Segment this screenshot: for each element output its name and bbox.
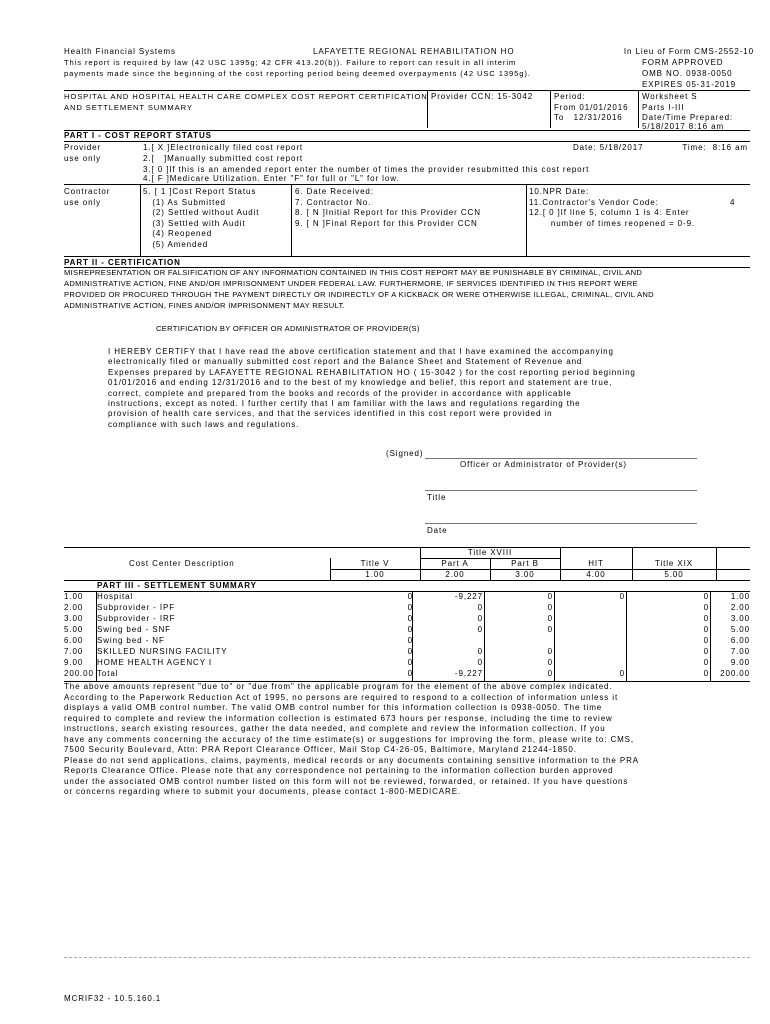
- table-divider: [96, 591, 97, 681]
- column-header: Title XIX: [654, 559, 694, 568]
- row-value: 0: [547, 658, 553, 667]
- row-line-number-right: 200.00: [720, 669, 750, 678]
- rule: [64, 184, 750, 185]
- divider: [526, 184, 527, 256]
- software-version: MCRIF32 - 10.5.160.1: [64, 994, 162, 1003]
- row-value: 0: [703, 614, 709, 623]
- table-divider: [420, 547, 421, 580]
- worksheet: Worksheet S: [642, 92, 698, 101]
- divider: [140, 184, 141, 256]
- contractor-field: 9. [ N ]Final Report for this Provider CCN: [295, 218, 478, 228]
- title-xviii-header: Title XVIII: [467, 548, 513, 557]
- row-line-number: 200.00: [64, 669, 94, 678]
- row-value: 0: [703, 625, 709, 634]
- notice-line: The above amounts represent "due to" or "due from" the applicable program for the element of the above complex indicated.: [64, 682, 613, 691]
- falsification-warning: [64, 268, 654, 312]
- signature-line: [425, 458, 697, 459]
- date-prepared: 5/18/2017 8:16 am: [642, 122, 725, 131]
- certification-line: instructions, except as noted. I further certify that I am familiar with the laws and regulations regarding the: [108, 398, 581, 408]
- row-value: 0: [407, 603, 413, 612]
- row-value: 0: [407, 669, 413, 678]
- omb-number: OMB NO. 0938-0050: [642, 69, 733, 78]
- row-value: 0: [407, 614, 413, 623]
- notice-line: instructions, search existing resources, gather the data needed, and complete and review the information collection. If you: [64, 724, 606, 733]
- status-option: (4) Reopened: [143, 229, 213, 238]
- certification-line: provision of health care services, and that the services identified in this cost report were provided in: [108, 409, 553, 419]
- row-value: 0: [477, 647, 483, 656]
- certification-line: Expenses prepared by LAFAYETTE REGIONAL REHABILITATION HO ( 15-3042 ) for the cost reporting period beginning: [108, 367, 636, 377]
- row-value: 0: [407, 625, 413, 634]
- row-value: 0: [477, 603, 483, 612]
- column-number: 1.00: [365, 570, 385, 579]
- notice-line: under the associated OMB control number listed on this form will not be reviewed, forwarded, or retained. If you have questions: [64, 776, 629, 786]
- warning-line: MISREPRESENTATION OR FALSIFICATION OF ANY INFORMATION CONTAINED IN THIS COST REPORT MAY BE PUNISHABLE BY CRIMINAL, CIVIL AND: [64, 268, 643, 277]
- date-label: Date: [427, 526, 448, 535]
- notice-line: Reports Clearance Office. Please note that any correspondence not pertaining to the information collection burden approved: [64, 766, 614, 775]
- row-value: 0: [619, 592, 625, 601]
- warning-line: PROVIDED OR PROCURED THROUGH THE PAYMENT DIRECTLY OR INDIRECTLY OF A KICKBACK OR WERE OTHERWISE ILLEGAL, CRIMINAL, CIVIL AND: [64, 289, 654, 299]
- column-header: Part A: [441, 559, 469, 568]
- npr-fields: [529, 187, 695, 229]
- column-header: Part B: [511, 559, 539, 568]
- row-value: 0: [547, 669, 553, 678]
- row-value: 0: [407, 658, 413, 667]
- row-value: 0: [703, 636, 709, 645]
- row-value: 0: [703, 603, 709, 612]
- table-divider: [626, 592, 627, 681]
- date-line: [425, 523, 697, 524]
- rule: [64, 141, 750, 142]
- part3-heading: PART III - SETTLEMENT SUMMARY: [97, 581, 257, 590]
- divider: [638, 90, 639, 128]
- divider: [291, 184, 292, 256]
- row-line-number: 6.00: [64, 636, 84, 645]
- expires-date: EXPIRES 05-31-2019: [642, 80, 737, 89]
- warning-line: ADMINISTRATIVE ACTION, FINE AND/OR IMPRISONMENT UNDER FEDERAL LAW. FURTHERMORE, IF SERVICES IDENTIFIED IN THIS REPORT WERE: [64, 278, 638, 288]
- table-divider: [554, 592, 555, 681]
- row-value: 0: [477, 658, 483, 667]
- cost-report-status-list: [143, 187, 259, 250]
- row-description: HOME HEALTH AGENCY I: [97, 658, 213, 667]
- date-prepared-label: Date/Time Prepared:: [642, 113, 734, 122]
- row-value: 0: [547, 603, 553, 612]
- row-description: Swing bed - SNF: [97, 625, 171, 634]
- rule: [64, 256, 750, 257]
- row-value: -9,227: [454, 592, 483, 601]
- notice-line-2: payments made since the beginning of the cost reporting period being deemed overpayments (42 USC 1395g).: [64, 69, 531, 78]
- status-line-2: 2.[ ]Manually submitted cost report: [143, 154, 304, 163]
- report-title-1: HOSPITAL AND HOSPITAL HEALTH CARE COMPLEX COST REPORT CERTIFICATION: [64, 92, 428, 101]
- npr-field: 11.Contractor's Vendor Code:: [529, 197, 659, 207]
- row-value: 0: [547, 625, 553, 634]
- filed-time: Time: 8:16 am: [682, 143, 748, 152]
- row-description: Total: [97, 669, 119, 678]
- row-line-number: 9.00: [64, 658, 84, 667]
- npr-field: number of times reopened = 0-9.: [529, 218, 696, 228]
- rule: [330, 569, 750, 570]
- paperwork-notice: [64, 682, 639, 798]
- header-center: LAFAYETTE REGIONAL REHABILITATION HO: [313, 47, 515, 56]
- contractor-use-label-1: Contractor: [64, 187, 111, 196]
- provider-ccn: Provider CCN: 15-3042: [431, 92, 534, 101]
- row-value: 0: [547, 647, 553, 656]
- column-header: Title V: [360, 559, 390, 568]
- status-option: 5. [ 1 ]Cost Report Status: [143, 187, 257, 196]
- table-divider: [330, 558, 331, 580]
- row-description: SKILLED NURSING FACILITY: [97, 647, 228, 656]
- row-value: 0: [703, 658, 709, 667]
- certification-line: 01/01/2016 and ending 12/31/2016 and to the best of my knowledge and belief, this report and statement are true,: [108, 378, 613, 388]
- filed-date: Date: 5/18/2017: [573, 143, 644, 152]
- certification-heading: CERTIFICATION BY OFFICER OR ADMINISTRATOR OF PROVIDER(S): [156, 324, 420, 333]
- notice-line: Please do not send applications, claims, payments, medical records or any documents containing sensitive information to the PRA: [64, 755, 639, 765]
- row-description: Swing bed - NF: [97, 636, 165, 645]
- row-value: 0: [477, 614, 483, 623]
- row-line-number: 1.00: [64, 592, 84, 601]
- table-divider: [484, 592, 485, 681]
- part1-heading: PART I - COST REPORT STATUS: [64, 131, 212, 140]
- row-line-number: 3.00: [64, 614, 84, 623]
- officer-label: Officer or Administrator of Provider(s): [460, 460, 627, 469]
- cost-center-header: Cost Center Description: [129, 559, 235, 568]
- rule: [64, 547, 750, 548]
- row-description: Subprovider - IPF: [97, 603, 175, 612]
- table-divider: [490, 558, 491, 580]
- status-option: (3) Settled with Audit: [143, 218, 246, 228]
- column-number: 5.00: [664, 570, 684, 579]
- contractor-field: 6. Date Received:: [295, 187, 374, 196]
- notice-line: have any comments concerning the accuracy of the time estimate(s) or suggestions for improving the form, please write to: CMS,: [64, 734, 635, 744]
- row-line-number-right: 5.00: [730, 625, 750, 634]
- row-description: Subprovider - IRF: [97, 614, 176, 623]
- notice-line: required to complete and review the information collection is estimated 673 hours per response, including the time to review: [64, 713, 613, 723]
- certification-statement: [108, 347, 636, 430]
- notice-line: According to the Paperwork Reduction Act of 1995, no persons are required to respond to a collection of information unless it: [64, 692, 619, 702]
- notice-line: 7500 Security Boulevard, Attn: PRA Report Clearance Officer, Mail Stop C4-26-05, Baltimore, Maryland 21244-1850.: [64, 745, 577, 754]
- contractor-use-label-2: use only: [64, 198, 101, 207]
- row-line-number: 2.00: [64, 603, 84, 612]
- certification-line: compliance with such laws and regulations.: [108, 419, 300, 429]
- status-option: (2) Settled without Audit: [143, 208, 260, 217]
- certification-line: correct, complete and prepared from the books and records of the provider in accordance with applicable: [108, 388, 572, 398]
- provider-use-label-2: use only: [64, 154, 101, 163]
- header-right: In Lieu of Form CMS-2552-10: [623, 47, 754, 56]
- signed-label: (Signed): [386, 449, 424, 458]
- warning-line: ADMINISTRATIVE ACTION, FINES AND/OR IMPRISONMENT MAY RESULT.: [64, 300, 346, 310]
- row-value: 0: [407, 647, 413, 656]
- period-from: From 01/01/2016: [554, 103, 629, 112]
- column-number: 4.00: [586, 570, 606, 579]
- column-number: 2.00: [445, 570, 465, 579]
- status-line-1: 1.[ X ]Electronically filed cost report: [143, 143, 304, 152]
- column-number: 3.00: [515, 570, 535, 579]
- table-divider: [560, 547, 561, 580]
- table-divider: [632, 547, 633, 580]
- row-value: 0: [619, 669, 625, 678]
- column-header: HIT: [588, 559, 604, 568]
- divider: [427, 90, 428, 128]
- npr-field: 10.NPR Date:: [529, 187, 590, 196]
- row-value: 0: [547, 614, 553, 623]
- report-title-2: AND SETTLEMENT SUMMARY: [64, 103, 193, 112]
- row-line-number-right: 2.00: [730, 603, 750, 612]
- period-label: Period:: [554, 92, 586, 101]
- worksheet-parts: Parts I-III: [642, 103, 685, 112]
- status-line-4: 4.[ F ]Medicare Utilization. Enter "F" for full or "L" for low.: [143, 174, 400, 183]
- status-option: (5) Amended: [143, 239, 209, 249]
- row-value: 0: [703, 592, 709, 601]
- contractor-field: 8. [ N ]Initial Report for this Provider CCN: [295, 208, 481, 217]
- title-label: Title: [427, 493, 447, 502]
- notice-line-1: This report is required by law (42 USC 1395g; 42 CFR 413.20(b)). Failure to report can result in all interim: [64, 58, 517, 67]
- row-value: 0: [407, 592, 413, 601]
- certification-line: electronically filed or manually submitted cost report and the Balance Sheet and Statement of Revenue and: [108, 357, 583, 367]
- title-line: [425, 490, 697, 491]
- npr-field: 12.[ 0 ]If line 5, column 1 is 4: Enter: [529, 208, 690, 217]
- row-line-number-right: 3.00: [730, 614, 750, 623]
- divider: [550, 90, 551, 128]
- row-line-number-right: 6.00: [730, 636, 750, 645]
- row-value: 0: [703, 669, 709, 678]
- row-line-number-right: 1.00: [730, 592, 750, 601]
- table-divider: [412, 592, 413, 681]
- status-line-3: 3.[ 0 ]If this is an amended report enter the number of times the provider resubmitted this cost report: [143, 165, 590, 174]
- header-left: Health Financial Systems: [64, 47, 176, 56]
- contractor-field: 7. Contractor No.: [295, 197, 372, 207]
- form-approved: FORM APPROVED: [642, 58, 724, 67]
- row-value: -9,227: [454, 669, 483, 678]
- row-value: 0: [703, 647, 709, 656]
- row-line-number-right: 7.00: [730, 647, 750, 656]
- certification-line: I HEREBY CERTIFY that I have read the above certification statement and that I have examined the accompanying: [108, 347, 614, 356]
- row-line-number-right: 9.00: [730, 658, 750, 667]
- row-value: 0: [407, 636, 413, 645]
- table-divider: [710, 592, 711, 681]
- row-description: Hospital: [97, 592, 134, 601]
- table-divider: [716, 547, 717, 580]
- notice-line: or concerns regarding where to submit your documents, please contact 1-800-MEDICARE.: [64, 787, 462, 796]
- status-option: (1) As Submitted: [143, 197, 226, 207]
- vendor-code: 4: [730, 198, 736, 207]
- contractor-fields: [295, 187, 481, 229]
- part2-heading: PART II - CERTIFICATION: [64, 258, 181, 267]
- row-line-number: 5.00: [64, 625, 84, 634]
- provider-use-label-1: Provider: [64, 143, 101, 152]
- row-value: 0: [477, 625, 483, 634]
- period-to: To 12/31/2016: [554, 113, 623, 122]
- notice-line: displays a valid OMB control number. The valid OMB control number for this information collection is 0938-0050. The time: [64, 703, 603, 712]
- row-line-number: 7.00: [64, 647, 84, 656]
- rule: [64, 90, 750, 91]
- row-value: 0: [547, 592, 553, 601]
- footer-rule: [64, 957, 750, 958]
